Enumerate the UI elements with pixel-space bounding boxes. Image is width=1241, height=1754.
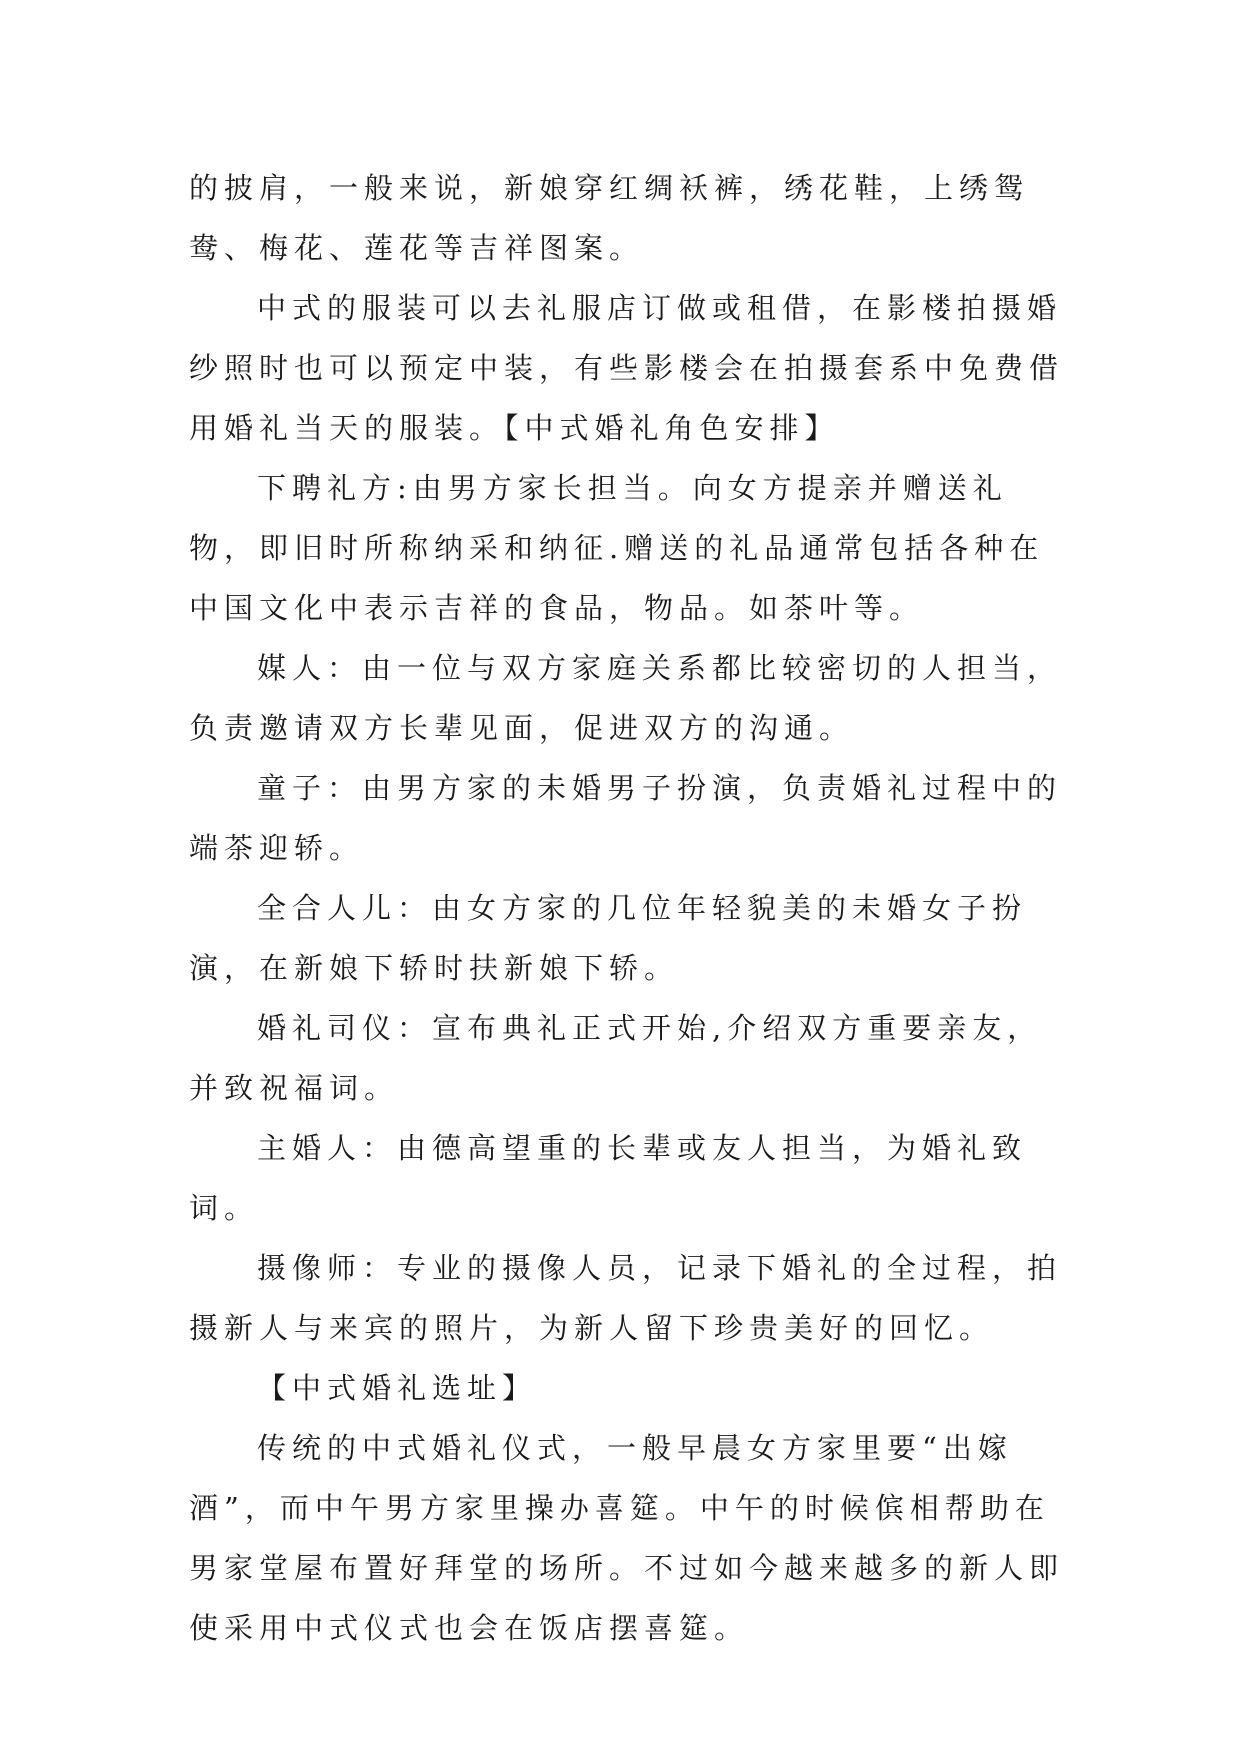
paragraph-venue: 传统的中式婚礼仪式，一般早晨女方家里要“出嫁酒”，而中午男方家里操办喜筵。中午的时候傧相帮助在男家堂屋布置好拜堂的场所。不过如今越来越多的新人即使采用中式仪式也会在饭店摆喜筵。: [189, 1431, 1065, 1645]
paragraph-bridesmaids: 全合人儿：由女方家的几位年轻貌美的未婚女子扮演，在新娘下轿时扶新娘下轿。: [189, 891, 1028, 985]
paragraph-officiant: 主婚人：由德高望重的长辈或友人担当，为婚礼致词。: [189, 1131, 1028, 1225]
paragraph-continuation: 的披肩，一般来说，新娘穿红绸袄裤，绣花鞋，上绣鸳鸯、梅花、莲花等吉祥图案。: [189, 171, 1030, 265]
paragraph-emcee: 婚礼司仪：宣布典礼正式开始,介绍双方重要亲友，并致祝福词。: [189, 1011, 1043, 1105]
paragraph-page-boy: 童子：由男方家的未婚男子扮演，负责婚礼过程中的端茶迎轿。: [189, 771, 1063, 865]
section-heading-venue: 【中式婚礼选址】: [257, 1371, 538, 1405]
document-body: [189, 158, 1069, 1658]
paragraph-matchmaker: 媒人：由一位与双方家庭关系都比较密切的人担当，负责邀请双方长辈见面，促进双方的沟通。: [189, 651, 1063, 745]
paragraph-videographer: 摄像师：专业的摄像人员，记录下婚礼的全过程，拍摄新人与来宾的照片，为新人留下珍贵美好的回忆。: [189, 1251, 1063, 1345]
paragraph-betrothal-party: 下聘礼方:由男方家长担当。向女方提亲并赠送礼物，即旧时所称纳采和纳征.赠送的礼品通常包括各种在中国文化中表示吉祥的食品，物品。如茶叶等。: [189, 471, 1045, 625]
paragraph-costume-rental: 中式的服装可以去礼服店订做或租借，在影楼拍摄婚纱照时也可以预定中装，有些影楼会在拍摄套系中免费借用婚礼当天的服装。【中式婚礼角色安排】: [189, 291, 1065, 445]
